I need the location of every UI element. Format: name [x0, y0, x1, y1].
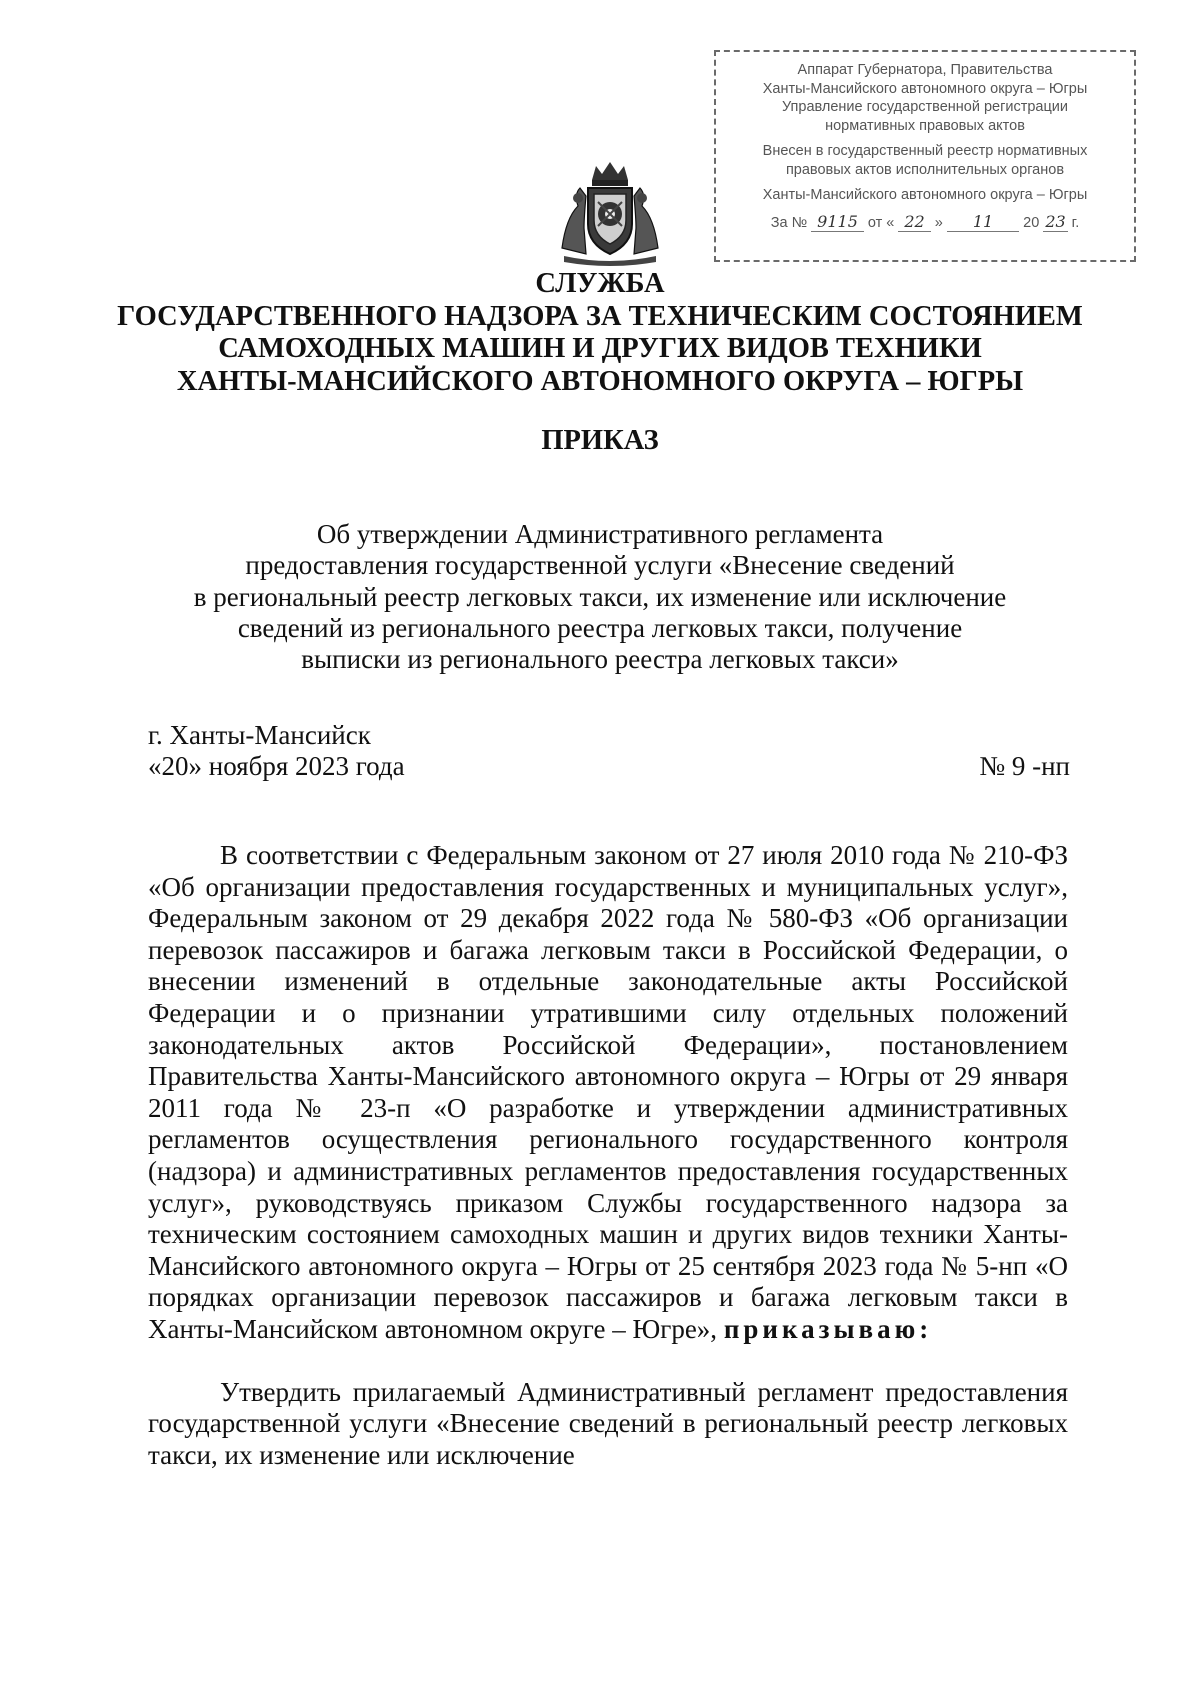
stamp-line: Аппарат Губернатора, Правительства	[797, 62, 1053, 78]
document-type: ПРИКАЗ	[541, 425, 659, 456]
coat-of-arms-icon	[556, 158, 664, 266]
place-date	[148, 720, 405, 782]
subject-line: сведений из регионального реестра легковых такси, получение	[237, 612, 963, 643]
place: г. Ханты-Мансийск	[148, 720, 371, 750]
document-date: «20» ноября 2023 года	[148, 751, 405, 781]
stamp-line: Управление государственной регистрации	[781, 99, 1069, 115]
stamp-okrug: Ханты-Мансийского автономного округа – Югры	[762, 187, 1088, 203]
document-subject	[120, 519, 1080, 675]
organization-name	[100, 268, 1100, 398]
subject-line: выписки из регионального реестра легковых такси»	[301, 644, 899, 675]
subject-line: предоставления государственной услуги «Внесение сведений	[245, 550, 955, 581]
stamp-reg-month: 11	[947, 213, 1019, 233]
stamp-reg-day: 22	[898, 213, 930, 233]
org-title-line: СЛУЖБА	[535, 268, 665, 299]
stamp-reg-ot: от «	[867, 214, 895, 231]
stamp-reg-prefix: За №	[770, 214, 808, 231]
stamp-reg-year: 23	[1045, 211, 1066, 231]
body-paragraph	[148, 840, 1068, 1346]
org-title-line: ХАНТЫ-МАНСИЙСКОГО АВТОНОМНОГО ОКРУГА – ЮГРЫ	[176, 365, 1024, 397]
body-paragraph: Утвердить прилагаемый Административный регламент предоставления государственной услуги «Внесение сведений в региональный реестр легковых такси, их изменение или исключение	[148, 1376, 1068, 1470]
order-verb: приказываю:	[723, 1313, 933, 1344]
stamp-line: правовых актов исполнительных органов	[785, 161, 1065, 178]
subject-line: Об утверждении Административного регламента	[316, 519, 884, 549]
document-number: № 9 -нп	[979, 751, 1070, 781]
stamp-registration-row	[716, 213, 1134, 233]
stamp-line: нормативных правовых актов	[825, 117, 1025, 134]
stamp-reg-suffix: г.	[1071, 214, 1080, 231]
paragraph-text: В соответствии с Федеральным законом от 27 июля 2010 года № 210-ФЗ «Об организации предоставления государственных и муниципальных услуг», Федеральным законом от 29 декабря 2022 года № 580-ФЗ «Об организации перевозок пассажиров и багажа легковым такси в Российской Федерации, о внесении изменений в отдельные законодательные акты Российской Федерации и о признании утратившими силу отдельных положений законодательных актов Российской Федерации», постановлением Правительства Ханты-Мансийского автономного округа – Югры от 29 января 2011 года № 23-п «О разработке и утверждении административных регламентов осуществления регионального государственного контроля (надзора) и административных регламентов предоставления государственных услуг», руководствуясь приказом Службы государственного надзора за техническим состоянием самоходных машин и других видов техники Ханты-Мансийского автономного округа – Югры от 25 сентября 2023 года № 5-нп «О порядках организации перевозок пассажиров и багажа легковым такси в Ханты-Мансийском автономном округе – Югре»,	[148, 840, 1068, 1344]
document-body	[148, 840, 1068, 1471]
stamp-line: Внесен в государственный реестр нормативных	[762, 143, 1088, 159]
subject-line: в региональный реестр легковых такси, их изменение или исключение	[193, 581, 1007, 612]
registration-stamp	[714, 50, 1136, 262]
org-title-line: САМОХОДНЫХ МАШИН И ДРУГИХ ВИДОВ ТЕХНИКИ	[218, 333, 982, 364]
stamp-line: Ханты-Мансийского автономного округа – Югры	[762, 80, 1088, 97]
org-title-line: ГОСУДАРСТВЕННОГО НАДЗОРА ЗА ТЕХНИЧЕСКИМ СОСТОЯНИЕМ	[117, 300, 1083, 332]
stamp-reg-close: »	[934, 214, 943, 231]
stamp-reg-number: 9115	[811, 213, 864, 233]
stamp-reg-year-prefix: 20	[1023, 214, 1040, 231]
